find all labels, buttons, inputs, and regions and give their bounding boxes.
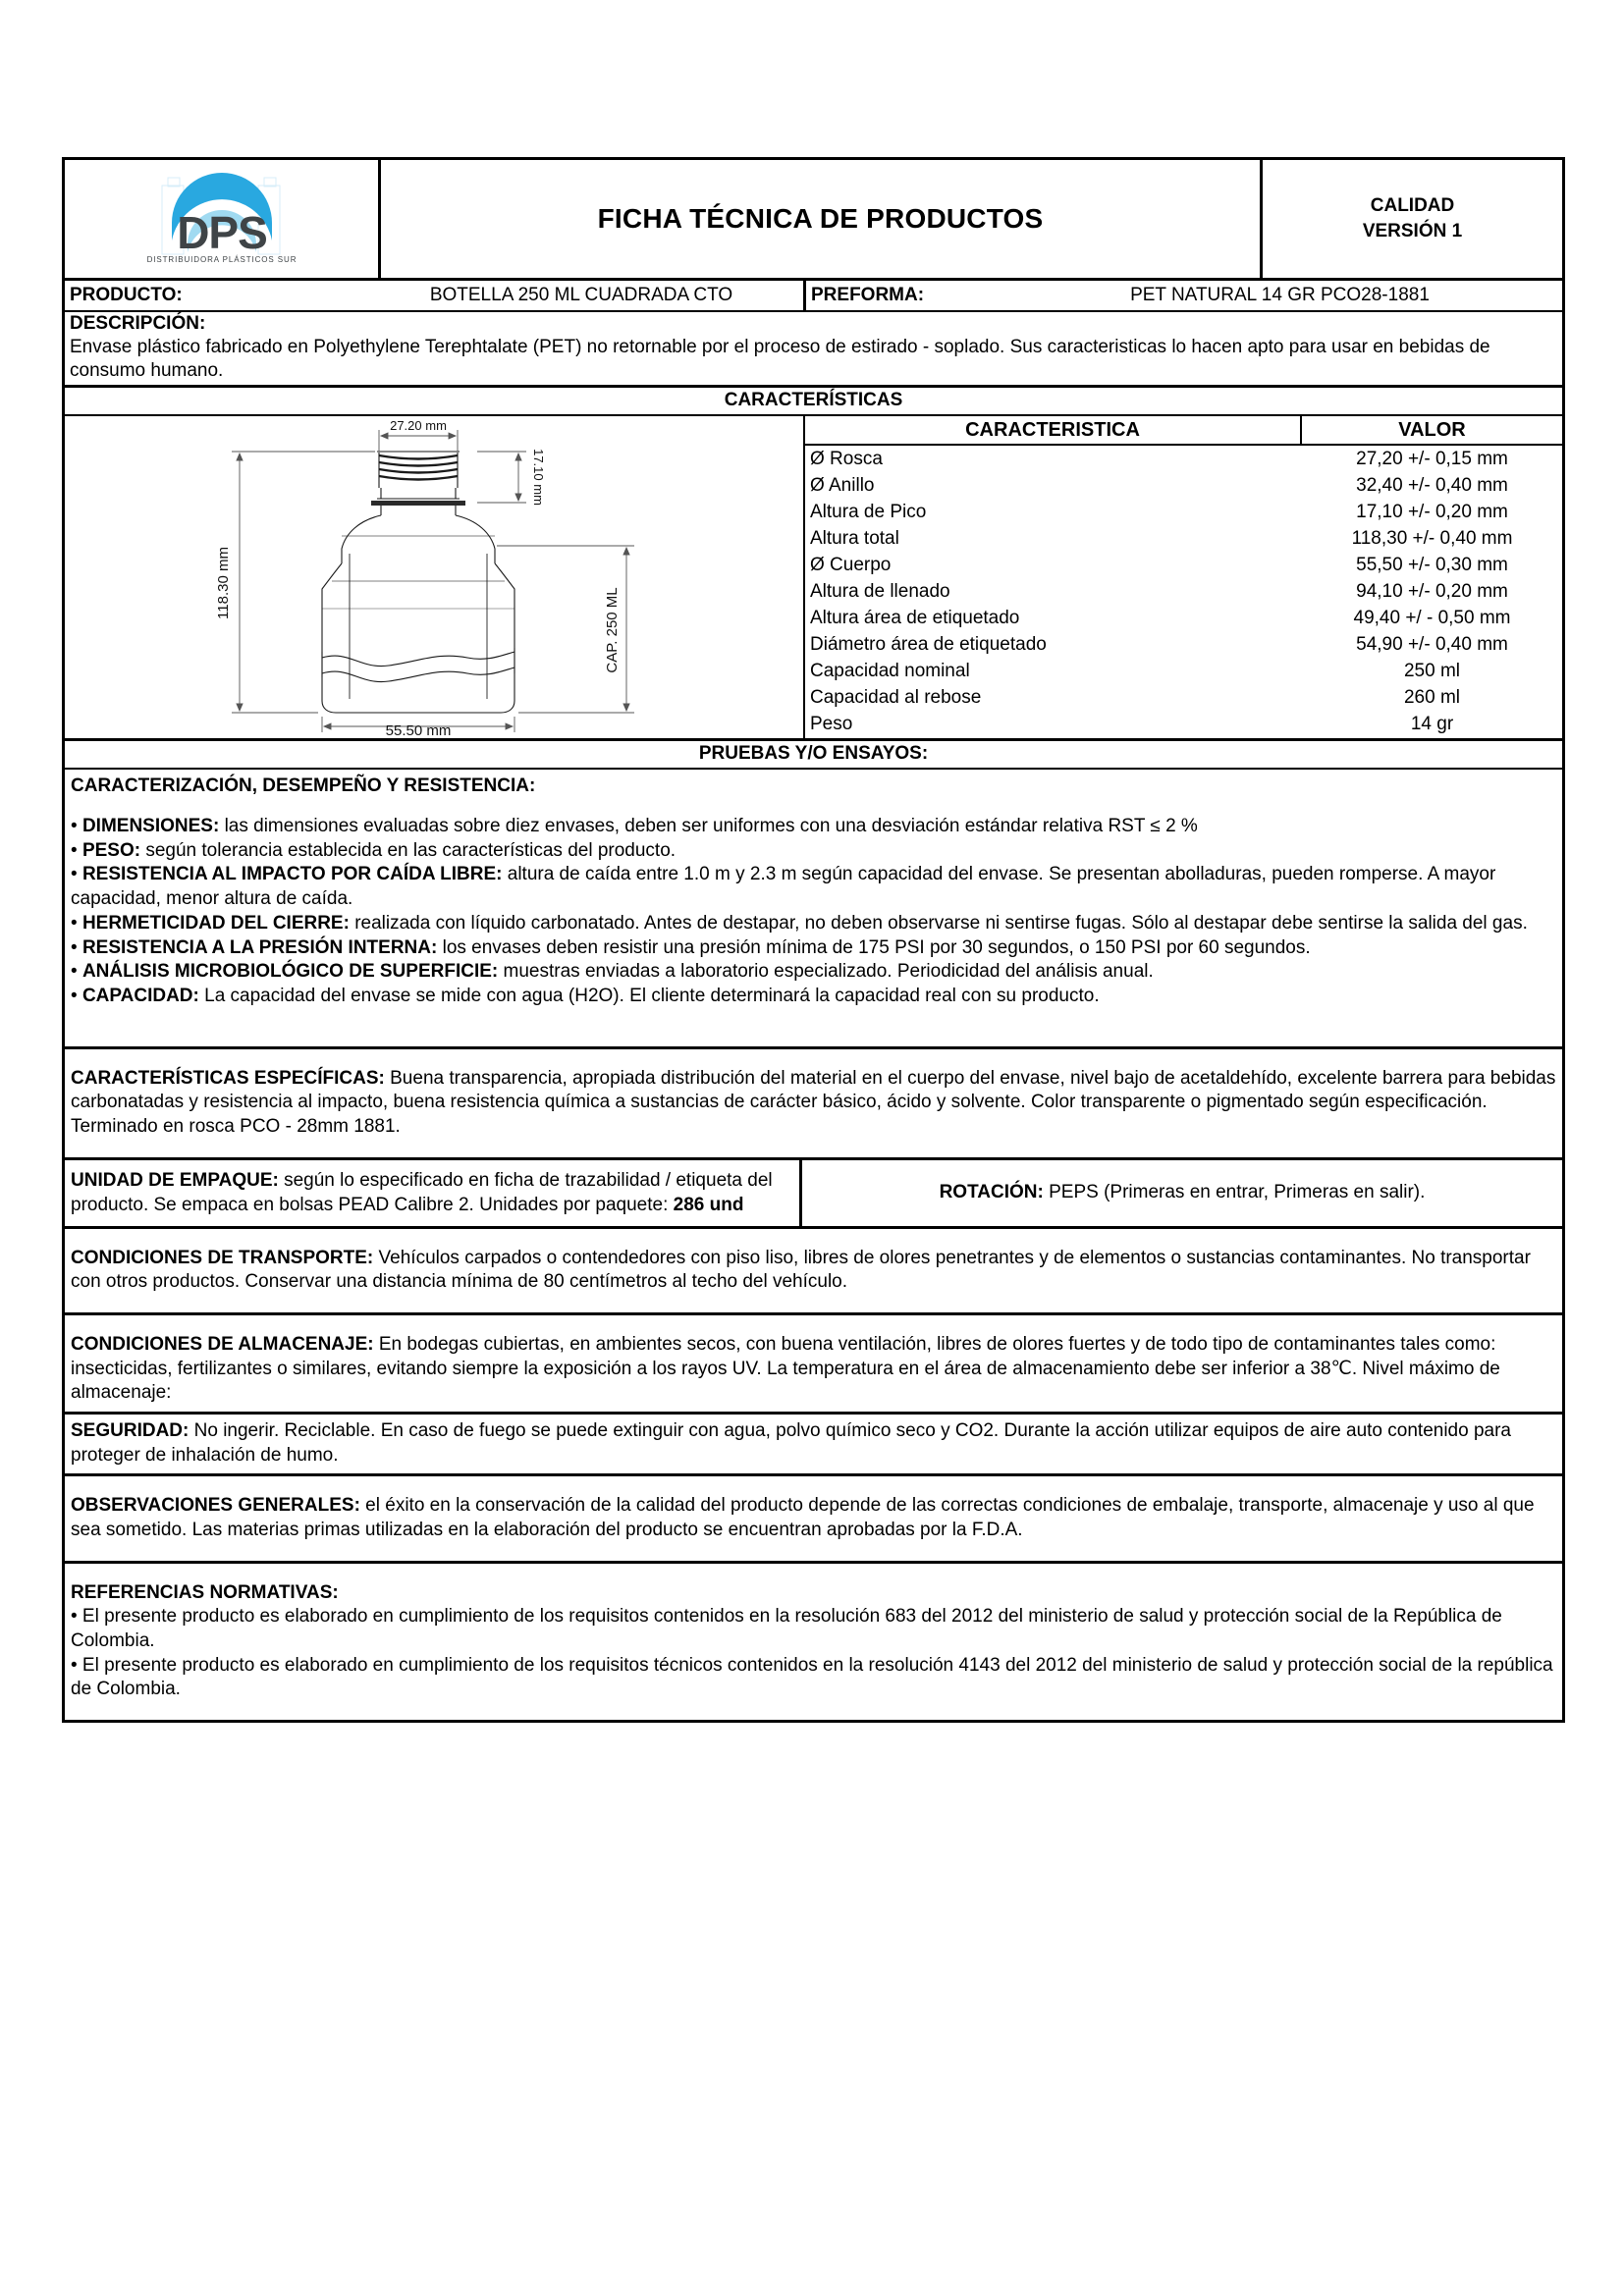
characteristic-name: Ø Cuerpo	[810, 554, 892, 575]
test-item-text: realizada con líquido carbonatado. Antes de destapar, no deben observarse ni sentirse fugas. Sólo al destapar debe sentirse la salida del gas.	[349, 912, 1528, 934]
storage-section	[65, 1315, 1562, 1415]
table-body	[805, 446, 1562, 737]
transport-section	[65, 1229, 1562, 1315]
characteristic-name: Ø Anillo	[810, 474, 875, 496]
product-label: PRODUCTO:	[70, 285, 183, 305]
characteristic-name: Altura de llenado	[810, 580, 950, 602]
characteristic-name: Peso	[810, 713, 853, 734]
characteristic-name: Capacidad al rebose	[810, 686, 982, 708]
storage-term: CONDICIONES DE ALMACENAJE:	[71, 1333, 374, 1355]
test-item-text: según tolerancia establecida en las características del producto.	[140, 839, 677, 861]
table-row	[805, 525, 1562, 552]
characteristic-value: 32,40 +/- 0,40 mm	[1356, 474, 1508, 496]
dps-logo-icon	[129, 168, 315, 270]
table-row	[805, 631, 1562, 658]
bottle-drawing-icon	[65, 416, 803, 738]
specific-characteristics-text: Buena transparencia, apropiada distribución del material en el cuerpo del envase, nivel bajo de acetaldehído, excelente barrera para bebidas carbonatadas y resistencia al impacto, buena resistencia química a sustancias de carácter básico, ácido y solvente. Color transparente o pigmentado según especificación. Terminado en rosca PCO - 28mm 1881.	[71, 1067, 1556, 1137]
table-row	[805, 684, 1562, 711]
packaging-text: según lo especificado en ficha de trazabilidad / etiqueta del producto. Se empaca en bolsas PEAD Calibre 2. Unidades por paquete:	[71, 1169, 773, 1216]
normative-references-section	[65, 1564, 1562, 1720]
test-item-bullet: •	[71, 839, 82, 861]
test-item-text: La capacidad del envase se mide con agua (H2O). El cliente determinará la capacidad real con su producto.	[198, 985, 1100, 1006]
table-row	[805, 658, 1562, 684]
characteristic-name: Diámetro área de etiquetado	[810, 633, 1047, 655]
tests-spacer	[71, 799, 1556, 815]
characteristic-value: 49,40 +/ - 0,50 mm	[1353, 607, 1511, 628]
transport-text: Vehículos carpados o contendedores con piso liso, libres de olores penetrantes y de elementos o sustancias contaminantes. No transportar con otros productos. Conservar una distancia mínima de 80 centímetros al techo del vehículo.	[71, 1247, 1531, 1293]
product-value: BOTELLA 250 ML CUADRADA CTO	[429, 285, 733, 305]
characteristic-value: 54,90 +/- 0,40 mm	[1356, 633, 1508, 655]
test-item-bullet: •	[71, 864, 82, 885]
test-item-term: DIMENSIONES:	[81, 816, 220, 837]
test-item	[71, 985, 1556, 1009]
test-item	[71, 815, 1556, 839]
observations-text: el éxito en la conservación de la calidad del producto depende de las correctas condiciones de embalaje, transporte, almacenaje y uso al que sea sometido. Las materias primas utilizadas en la elaboración del producto se encuentran aprobadas por la F.D.A.	[71, 1495, 1535, 1541]
table-row	[805, 446, 1562, 472]
document-header	[65, 160, 1562, 281]
preforma-value: PET NATURAL 14 GR PCO28-1881	[1130, 285, 1430, 305]
characteristic-value: 55,50 +/- 0,30 mm	[1356, 554, 1508, 575]
test-item-bullet: •	[71, 961, 82, 983]
safety-section	[65, 1415, 1562, 1476]
characteristic-value: 250 ml	[1403, 660, 1461, 681]
test-item-term: PESO:	[81, 839, 141, 861]
packaging-cell	[65, 1160, 802, 1226]
technical-datasheet	[62, 157, 1565, 1723]
table-row	[805, 499, 1562, 525]
characteristic-value: 260 ml	[1403, 686, 1461, 708]
version-cell	[1263, 160, 1562, 278]
characteristics-band-title: CARACTERÍSTICAS	[65, 388, 1562, 416]
table-row	[805, 472, 1562, 499]
table-row	[805, 552, 1562, 578]
table-header-row	[805, 416, 1562, 446]
svg-text:DPS: DPS	[176, 207, 267, 258]
test-item-term: CAPACIDAD:	[81, 985, 199, 1006]
test-item	[71, 960, 1556, 985]
test-item-text: altura de caída entre 1.0 m y 2.3 m según capacidad del envase. Se presentan abolladuras, pueden romperse. A mayor capacidad, menor altura de caída.	[71, 864, 1496, 910]
test-item-term: HERMETICIDAD DEL CIERRE:	[81, 912, 350, 934]
test-item	[71, 839, 1556, 864]
characteristic-name: Capacidad nominal	[810, 660, 970, 681]
test-item	[71, 863, 1556, 911]
characteristics-table	[803, 416, 1562, 738]
specific-characteristics-section	[65, 1049, 1562, 1160]
characteristic-name: Altura área de etiquetado	[810, 607, 1020, 628]
description-section	[65, 312, 1562, 388]
packaging-units-value: 286 und	[673, 1195, 744, 1216]
table-row	[805, 578, 1562, 605]
description-text: Envase plástico fabricado en Polyethylene Terephtalate (PET) no retornable por el proceso de estirado - soplado. Sus caracteristicas lo hacen apto para usar en bebidas de consumo humano.	[70, 336, 1490, 382]
normative-item: • El presente producto es elaborado en cumplimiento de los requisitos contenidos en la resolución 683 del 2012 del ministerio de salud y protección social de la República de Colombia.	[71, 1606, 1502, 1652]
characteristic-value: 27,20 +/- 0,15 mm	[1356, 448, 1508, 469]
dim-neck-height-label: 17.10 mm	[531, 449, 546, 507]
preforma-cell	[803, 281, 1562, 310]
observations-section	[65, 1476, 1562, 1563]
characteristic-value: 14 gr	[1410, 713, 1454, 734]
svg-text:DISTRIBUIDORA PLÁSTICOS SUR: DISTRIBUIDORA PLÁSTICOS SUR	[146, 255, 297, 264]
rotation-text: PEPS (Primeras en entrar, Primeras en salir).	[1043, 1182, 1426, 1203]
rotation-cell	[802, 1160, 1562, 1226]
safety-term: SEGURIDAD:	[71, 1419, 189, 1441]
specific-characteristics-term: CARACTERÍSTICAS ESPECÍFICAS:	[71, 1067, 385, 1089]
test-item	[71, 912, 1556, 936]
bottle-technical-drawing	[65, 416, 803, 738]
product-row	[65, 281, 1562, 312]
col-header-characteristic: CARACTERISTICA	[805, 416, 1302, 444]
test-item-bullet: •	[71, 985, 82, 1006]
test-item-term: RESISTENCIA A LA PRESIÓN INTERNA:	[81, 936, 438, 958]
test-item-bullet: •	[71, 816, 82, 837]
page-title: FICHA TÉCNICA DE PRODUCTOS	[381, 160, 1263, 278]
table-row	[805, 605, 1562, 631]
characteristics-area	[65, 416, 1562, 741]
dim-body-width-label: 55.50 mm	[385, 722, 452, 739]
tests-subtitle: CARACTERIZACIÓN, DESEMPEÑO Y RESISTENCIA:	[71, 775, 536, 797]
rotation-term: ROTACIÓN:	[939, 1182, 1044, 1203]
dim-neck-diameter-label: 27.20 mm	[390, 418, 447, 434]
tests-spacer-bottom-2	[71, 1025, 1556, 1041]
packaging-rotation-row	[65, 1160, 1562, 1229]
characteristic-name: Ø Rosca	[810, 448, 883, 469]
tests-section	[65, 770, 1562, 1048]
characteristic-name: Altura de Pico	[810, 501, 927, 522]
table-row	[805, 711, 1562, 737]
storage-text: En bodegas cubiertas, en ambientes secos, con buena ventilación, libres de olores fuertes y de todo tipo de contaminantes tales como: insecticidas, fertilizantes o similares, evitando siempre la exposición a los rayos UV. La temperatura en el área de almacenamiento debe ser inferior a 38℃. Nivel máximo de almacenaje:	[71, 1333, 1500, 1404]
observations-term: OBSERVACIONES GENERALES:	[71, 1495, 360, 1517]
test-item-text: muestras enviadas a laboratorio especializado. Periodicidad del análisis anual.	[498, 961, 1154, 983]
description-label: DESCRIPCIÓN:	[70, 313, 206, 334]
transport-term: CONDICIONES DE TRANSPORTE:	[71, 1247, 374, 1268]
test-item-text: las dimensiones evaluadas sobre diez envases, deben ser uniformes con una desviación estándar relativa RST ≤ 2 %	[219, 816, 1198, 837]
preforma-label: PREFORMA:	[811, 285, 925, 305]
tests-list	[71, 815, 1556, 1009]
quality-label: CALIDAD	[1370, 195, 1455, 217]
packaging-term: UNIDAD DE EMPAQUE:	[71, 1169, 279, 1191]
test-item	[71, 936, 1556, 961]
safety-text: No ingerir. Reciclable. En caso de fuego se puede extinguir con agua, polvo químico seco y CO2. Durante la acción utilizar equipos de aire auto contenido para proteger de inhalación de humo.	[71, 1419, 1511, 1466]
characteristic-value: 94,10 +/- 0,20 mm	[1356, 580, 1508, 602]
characteristic-value: 118,30 +/- 0,40 mm	[1351, 527, 1513, 549]
normative-item: • El presente producto es elaborado en cumplimiento de los requisitos técnicos contenidos en la resolución 4143 del 2012 del ministerio de salud y protección social de la república de Colombia.	[71, 1654, 1553, 1700]
tests-band-title: PRUEBAS Y/O ENSAYOS:	[65, 741, 1562, 770]
dps-logo	[129, 168, 315, 270]
tests-spacer-bottom	[71, 1009, 1556, 1025]
col-header-value: VALOR	[1398, 419, 1466, 442]
normative-title: REFERENCIAS NORMATIVAS:	[71, 1581, 339, 1603]
test-item-bullet: •	[71, 936, 82, 958]
normative-list	[71, 1605, 1556, 1702]
characteristic-name: Altura total	[810, 527, 899, 549]
test-item-term: ANÁLISIS MICROBIOLÓGICO DE SUPERFICIE:	[81, 961, 499, 983]
test-item-bullet: •	[71, 912, 82, 934]
company-logo-cell	[65, 160, 381, 278]
characteristic-value: 17,10 +/- 0,20 mm	[1356, 501, 1508, 522]
test-item-term: RESISTENCIA AL IMPACTO POR CAÍDA LIBRE:	[81, 864, 503, 885]
dim-total-height-label: 118.30 mm	[215, 547, 232, 620]
dim-capacity-label: CAP. 250 ML	[604, 587, 621, 674]
test-item-text: los envases deben resistir una presión mínima de 175 PSI por 30 segundos, o 150 PSI por 60 segundos.	[437, 936, 1311, 958]
version-label: VERSIÓN 1	[1362, 221, 1463, 241]
